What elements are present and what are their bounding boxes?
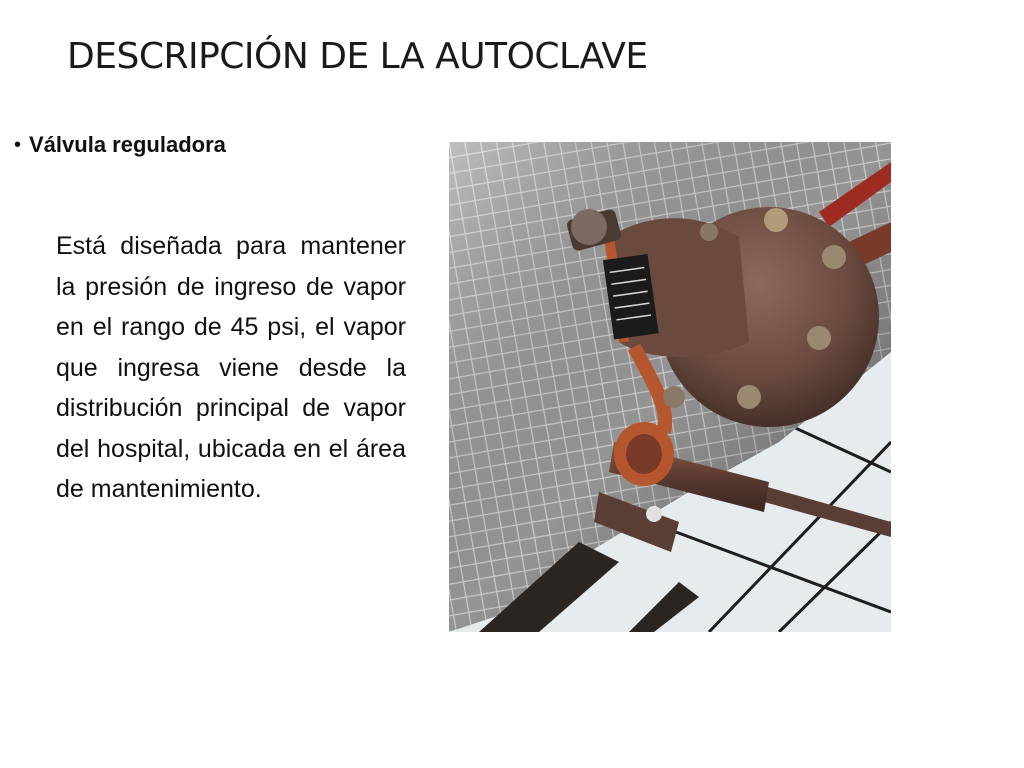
bullet-label: Válvula reguladora — [29, 132, 226, 157]
bullet-marker: • — [14, 133, 22, 156]
body-paragraph: Está diseñada para mantener la presión de ingreso de vapor en el rango de 45 psi, el vapor que ingresa viene desde la distribución principal de vapor del hospital, ubicada en el área de mantenimiento. — [56, 232, 406, 503]
slide-title: DESCRIPCIÓN DE LA AUTOCLAVE — [67, 36, 648, 77]
valve-photo — [449, 142, 891, 632]
bullet-item — [14, 132, 226, 158]
